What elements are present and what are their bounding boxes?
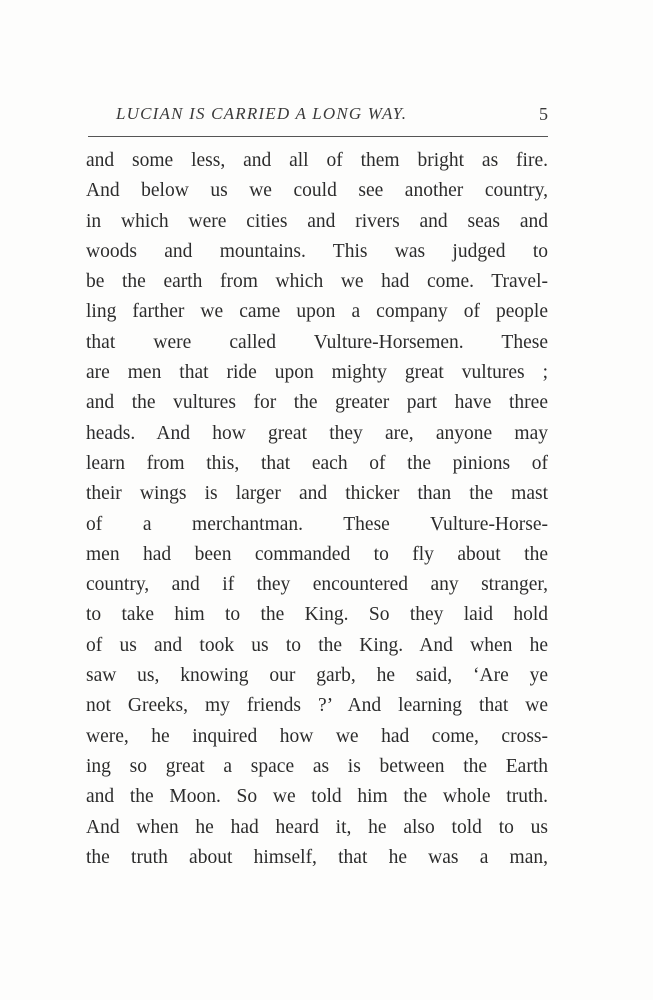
text-line: not Greeks, my friends ?’ And learning that we bbox=[86, 695, 548, 717]
running-title: LUCIAN IS CARRIED A LONG WAY. bbox=[116, 104, 408, 123]
text-line: learn from this, that each of the pinions of bbox=[86, 452, 548, 474]
text-line: and some less, and all of them bright as fire. bbox=[86, 150, 548, 171]
text-line: men had been commanded to fly about the bbox=[86, 543, 548, 565]
page-number: 5 bbox=[539, 104, 548, 124]
text-line: And below us we could see another country, bbox=[86, 180, 548, 202]
text-line: and the vultures for the greater part have three bbox=[86, 392, 548, 414]
text-line: be the earth from which we had come. Travel- bbox=[86, 271, 548, 293]
body-text bbox=[86, 146, 548, 873]
text-line: that were called Vulture-Horsemen. These bbox=[86, 331, 548, 353]
text-line: of a merchantman. These Vulture-Horse- bbox=[86, 513, 548, 535]
text-line: to take him to the King. So they laid hold bbox=[86, 604, 548, 626]
text-line: of us and took us to the King. And when he bbox=[86, 634, 548, 656]
running-head bbox=[88, 100, 548, 130]
header-rule bbox=[88, 136, 548, 137]
text-line: were, he inquired how we had come, cross- bbox=[86, 725, 548, 747]
text-line: ling farther we came upon a company of people bbox=[86, 301, 548, 323]
text-line: saw us, knowing our garb, he said, ‘Are ye bbox=[86, 665, 548, 687]
text-line: heads. And how great they are, anyone may bbox=[86, 422, 548, 444]
text-line: the truth about himself, that he was a man, bbox=[86, 846, 548, 868]
text-line: are men that ride upon mighty great vultures ; bbox=[86, 362, 548, 384]
text-line: ing so great a space as is between the Earth bbox=[86, 755, 548, 777]
text-line: and the Moon. So we told him the whole truth. bbox=[86, 786, 548, 808]
text-line: woods and mountains. This was judged to bbox=[86, 240, 548, 262]
text-line: their wings is larger and thicker than the mast bbox=[86, 483, 548, 505]
text-line: in which were cities and rivers and seas and bbox=[86, 210, 548, 232]
text-line: And when he had heard it, he also told to us bbox=[86, 816, 548, 838]
text-line: country, and if they encountered any stranger, bbox=[86, 574, 548, 596]
